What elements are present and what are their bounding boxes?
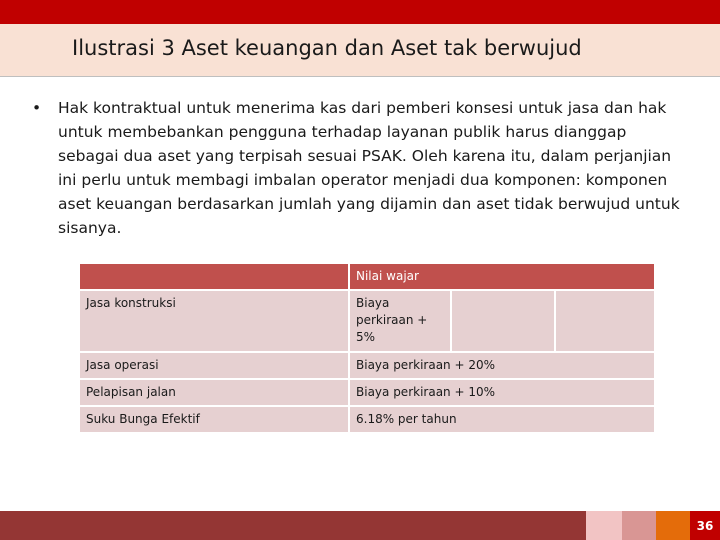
- title-band: [0, 24, 720, 77]
- top-accent-bar: [0, 0, 720, 24]
- fair-value-table: [78, 262, 656, 434]
- bullet-text: Hak kontraktual untuk menerima kas dari pemberi konsesi untuk jasa dan hak untuk membebankan pengguna terhadap layanan publik harus dianggap sebagai dua aset yang terpisah sesuai PSAK. Oleh karena itu, dalam perjanjian ini perlu untuk membagi imbalan operator menjadi dua komponen: komponen aset keuangan berdasarkan jumlah yang dijamin dan aset tidak berwujud untuk sisanya.: [58, 99, 680, 237]
- table-cell-empty: [452, 291, 556, 351]
- table-cell-value: 6.18% per tahun: [349, 406, 655, 433]
- table-row: [79, 406, 655, 433]
- table-cell-value: Biaya perkiraan + 10%: [349, 379, 655, 406]
- table-cell-value: Biaya perkiraan + 20%: [349, 352, 655, 379]
- page-number: 36: [690, 511, 720, 540]
- table-header-cell-empty: [79, 263, 349, 290]
- table-cell-label: Jasa konstruksi: [79, 290, 349, 352]
- table-header-cell-nilai-wajar: Nilai wajar: [349, 263, 655, 290]
- table-cell-empty: [556, 291, 654, 351]
- footer-swatch-mid: [622, 511, 656, 540]
- table-row: [79, 290, 655, 352]
- table-row: [79, 379, 655, 406]
- table-cell-value: Biaya perkiraan + 5%: [350, 291, 452, 351]
- table-row: [79, 352, 655, 379]
- bullet-dot: •: [32, 99, 42, 117]
- footer-swatch-light: [586, 511, 622, 540]
- table-header-row: [79, 263, 655, 290]
- slide-title: Ilustrasi 3 Aset keuangan dan Aset tak berwujud: [72, 36, 582, 60]
- split-cell-group: [350, 291, 654, 351]
- table-cell-label: Jasa operasi: [79, 352, 349, 379]
- footer-swatch-orange: [656, 511, 690, 540]
- table-cell-label: Pelapisan jalan: [79, 379, 349, 406]
- table-cell-value-split: [349, 290, 655, 352]
- table-cell-label: Suku Bunga Efektif: [79, 406, 349, 433]
